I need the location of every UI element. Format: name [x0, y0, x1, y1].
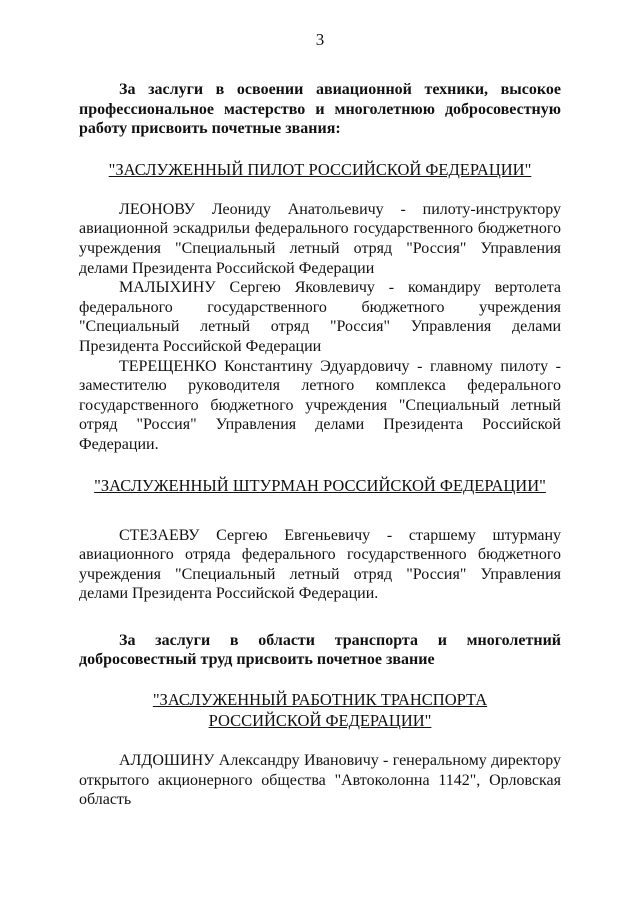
title-heading-pilot: "ЗАСЛУЖЕННЫЙ ПИЛОТ РОССИЙСКОЙ ФЕДЕРАЦИИ" — [108, 159, 532, 179]
decree-body — [79, 80, 561, 810]
award-entry-malykhin: МАЛЫХИНУ Сергею Яковлевичу - командиру вертолета федерального государственного бюджетного учреждения "Специальный летный отряд "Россия" Управления делами Президента Российской Федерации — [79, 279, 561, 355]
title-heading-navigator: "ЗАСЛУЖЕННЫЙ ШТУРМАН РОССИЙСКОЙ ФЕДЕРАЦИИ" — [94, 475, 546, 495]
title-heading-transport-line2: РОССИЙСКОЙ ФЕДЕРАЦИИ" — [208, 711, 432, 731]
award-entry-aldoshin: АЛДОШИНУ Александру Ивановичу - генеральному директору открытого акционерного общества "Автоколонна 1142", Орловская область — [79, 752, 561, 809]
award-entry-leonov: ЛЕОНОВУ Леониду Анатольевичу - пилоту-инструктору авиационной эскадрильи федерального государственного бюджетного учреждения "Специальный летный отряд "Россия" Управления делами Президента Российской Федерации — [79, 200, 561, 277]
page-number: 3 — [315, 30, 325, 49]
award-entry-tereshchenko: ТЕРЕЩЕНКО Константину Эдуардовичу - главному пилоту - заместителю руководителя летного комплекса федерального государственного бюджетного учреждения "Специальный летный отряд "Россия" Управления делами Президента Российской Федерации. — [79, 357, 561, 453]
award-entry-stezaev: СТЕЗАЕВУ Сергею Евгеньевичу - старшему штурману авиационного отряда федерального государственного бюджетного учреждения "Специальный летный отряд "Россия" Управления делами Президента Российской Федерации. — [79, 526, 561, 603]
intro-transport: За заслуги в области транспорта и многолетний добросовестный труд присвоить почетное звание — [79, 631, 561, 669]
title-heading-transport — [79, 689, 561, 731]
title-heading-transport-line1: "ЗАСЛУЖЕННЫЙ РАБОТНИК ТРАНСПОРТА — [152, 690, 488, 710]
intro-aviation: За заслуги в освоении авиационной техники, высокое профессиональное мастерство и многолетнюю добросовестную работу присвоить почетные звания: — [79, 81, 561, 138]
